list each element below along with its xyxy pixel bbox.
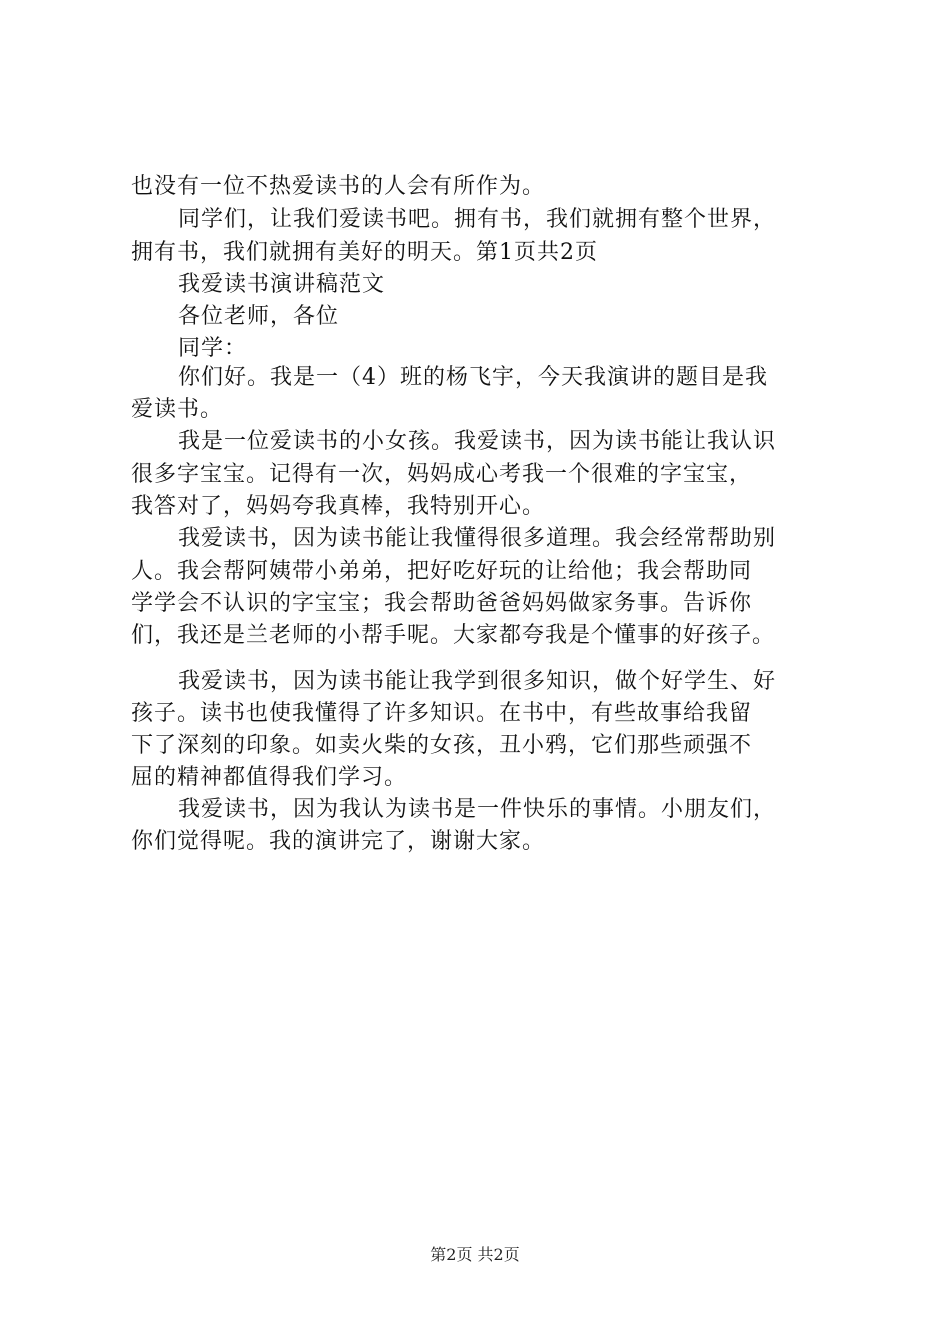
text-line: 你们觉得呢。我的演讲完了，谢谢大家。 — [131, 829, 546, 854]
text-line: 人。我会帮阿姨带小弟弟，把好吃好玩的让给他；我会帮助同 — [131, 559, 753, 584]
text-line: 孩子。读书也使我懂得了许多知识。在书中，有些故事给我留 — [131, 701, 753, 726]
text-line: 同学们，让我们爱读书吧。拥有书，我们就拥有整个世界， — [178, 207, 777, 232]
text-line: 你们好。我是一（4）班的杨飞宇，今天我演讲的题目是我 — [178, 365, 768, 390]
text-line: 我爱读书，因为读书能让我学到很多知识，做个好学生、好 — [178, 669, 777, 694]
text-line: 学学会不认识的字宝宝；我会帮助爸爸妈妈做家务事。告诉你 — [131, 591, 753, 616]
text-line: 我爱读书，因为我认为读书是一件快乐的事情。小朋友们， — [178, 797, 777, 822]
text-line: 屈的精神都值得我们学习。 — [131, 765, 408, 790]
text-line: 也没有一位不热爱读书的人会有所作为。 — [131, 174, 546, 199]
text-line: 拥有书，我们就拥有美好的明天。第1页共2页 — [131, 240, 598, 265]
text-line: 各位老师，各位 — [178, 304, 340, 329]
text-line: 爱读书。 — [131, 397, 224, 422]
text-line: 们，我还是兰老师的小帮手呢。大家都夸我是个懂事的好孩子。 — [131, 623, 776, 648]
text-line: 同学： — [178, 336, 248, 361]
text-line: 我爱读书演讲稿范文 — [178, 272, 386, 297]
text-line: 我爱读书，因为读书能让我懂得很多道理。我会经常帮助别 — [178, 526, 777, 551]
text-line: 我答对了，妈妈夸我真棒，我特别开心。 — [131, 494, 546, 519]
text-line: 很多字宝宝。记得有一次，妈妈成心考我一个很难的字宝宝， — [131, 462, 753, 487]
text-line: 我是一位爱读书的小女孩。我爱读书，因为读书能让我认识 — [178, 429, 777, 454]
page-footer: 第2页 共2页 — [430, 1245, 520, 1264]
text-line: 下了深刻的印象。如卖火柴的女孩，丑小鸦，它们那些顽强不 — [131, 733, 753, 758]
